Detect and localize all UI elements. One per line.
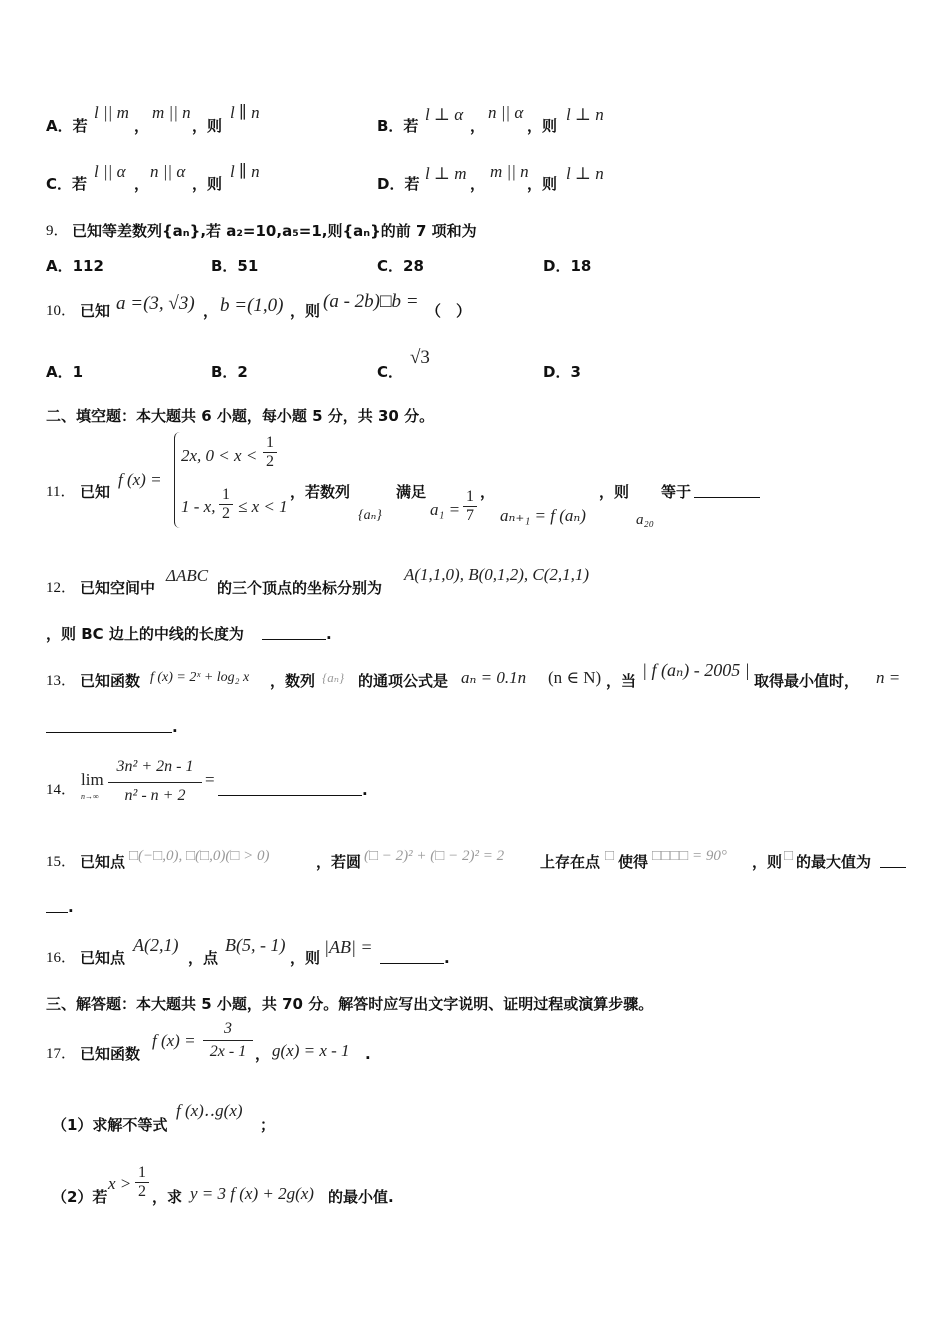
q8-b-cond2: n || α [488,103,524,122]
q17-part2-half-num: 1 [138,1164,146,1181]
q17-end: . [365,1045,371,1063]
q13-formula: aₙ = 0.1n [461,668,527,687]
q14-end: . [362,781,368,799]
q17-part2-end: 的最小值. [328,1188,394,1206]
q8-b-label: B．若 [377,117,419,135]
q13-condition: (n ∈ N) [548,668,602,687]
q8-b-comma: ， [470,117,486,135]
q11-case1-half-num: 1 [266,434,274,451]
q13-end: . [172,718,178,736]
q16-number: 16． [46,950,77,966]
q15-end: . [68,898,74,916]
q10-option-d: D．3 [543,363,581,381]
q9-option-d: D．18 [543,257,592,275]
q17-part1-end: ； [260,1116,276,1134]
q15-text-6: 的最大值为 [796,853,872,871]
q10-option-a: A．1 [46,363,84,381]
q16-text-2: ，点 [188,949,219,967]
q8-c-cond1: l || α [94,162,126,181]
q11-a1: a₁ = [430,500,461,519]
q12-text-2: 的三个顶点的坐标分别为 [217,579,383,597]
q8-d-result: l ⊥ n [566,164,604,183]
q9-number: 9． [46,223,69,239]
q15-text-1: 已知点 [80,853,126,871]
q15-number: 15． [46,854,77,870]
q17-part2-half-den: 2 [135,1182,149,1201]
q13-function: f (x) = 2ˣ + log₂ x [150,670,250,685]
q13-text-4: ，当 [606,672,637,690]
q8-c-label: C．若 [46,175,88,193]
q17-part2-x: x > [108,1174,132,1193]
q15-answer-blank-1[interactable] [880,853,906,868]
q11-text-1: 已知 [80,483,111,501]
q13-abs-expression: | f (aₙ) - 2005 | [642,660,750,680]
q11-a1-frac-num: 1 [466,488,474,505]
q11-case-1: 2x, 0 < x < [181,446,258,465]
q14-lim: lim [81,770,104,789]
q9-option-b: B．51 [211,257,259,275]
q15-angle: □□□□ = 90° [652,848,727,864]
q15-text-2: ，若圆 [316,853,362,871]
q16-ab-length: |AB| = [324,937,373,957]
q13-sequence: {aₙ} [322,670,345,685]
q17-part1-label: （1）求解不等式 [52,1116,168,1134]
q9-stem: 已知等差数列{aₙ},若 a₂=10,a₅=1,则{aₙ}的前 7 项和为 [72,222,477,240]
q13-answer-blank[interactable] [46,718,172,733]
q8-a-comma: ， [134,117,150,135]
q8-c-result: l ∥ n [230,162,260,181]
q11-text-4: ，则 [599,483,630,501]
q17-part2-text: ，求 [152,1188,183,1206]
q11-text-2: ，若数列 [290,483,351,501]
q10-text-1: 已知 [80,302,111,320]
q11-case-2a: 1 - x, [181,497,216,516]
q17-gx: g(x) = x - 1 [272,1041,350,1060]
q14-denominator: n² - n + 2 [108,782,202,805]
q9-option-c: C．28 [377,257,424,275]
q11-a20: a₂₀ [636,512,654,528]
q14-fraction [108,758,202,805]
q9-option-a: A．112 [46,257,104,275]
q14-equals: = [205,770,215,789]
q8-d-cond1: l ⊥ m [425,164,467,183]
q10-expression: (a - 2b)□b = [323,291,419,312]
q17-part2-label: （2）若 [52,1188,108,1206]
q15-answer-blank-2[interactable] [46,898,68,913]
q8-a-cond2: m || n [152,103,191,122]
q13-number: 13． [46,673,77,689]
q11-case2-half-num: 1 [222,486,230,503]
q16-text-3: ，则 [290,949,321,967]
q14-answer-blank[interactable] [218,781,362,796]
q11-recurrence: aₙ₊₁ = f (aₙ) [500,506,586,525]
q8-b-cond1: l ⊥ α [425,105,464,124]
q8-d-label: D．若 [377,175,420,193]
q11-case2-half-den: 2 [219,504,233,523]
q15-text-5: ，则 [752,853,783,871]
q12-end: . [326,625,332,643]
q8-d-comma: ， [470,175,486,193]
q17-text-1: 已知函数 [80,1045,141,1063]
section-3-header: 三、解答题：本大题共 5 小题，共 70 分。解答时应写出文字说明、证明过程或演算步骤。 [46,995,654,1013]
q15-text-3: 上存在点 [540,853,601,871]
q11-case2-half [219,486,233,523]
q11-case1-half [263,434,277,471]
q8-b-then: ，则 [527,117,558,135]
q10-number: 10． [46,303,77,319]
q16-end: . [444,949,450,967]
q11-text-5: 等于 [661,483,692,501]
q17-comma: ， [255,1045,271,1063]
q11-case1-half-den: 2 [263,452,277,471]
q8-a-result: l ∥ n [230,103,260,122]
q16-answer-blank[interactable] [380,949,444,964]
q13-text-5: 取得最小值时， [754,672,860,690]
q17-part2-y: y = 3 f (x) + 2g(x) [190,1184,314,1203]
q15-circle: (□ − 2)² + (□ − 2)² = 2 [364,848,505,864]
q8-d-cond2: m || n [490,162,529,181]
q11-text-3: 满足 [396,483,427,501]
q14-lim-subscript: n→∞ [81,792,99,801]
q11-comma: ， [480,483,496,501]
q15-m: □ [784,848,794,864]
q14-number: 14． [46,782,77,798]
q8-a-then: ，则 [192,117,223,135]
q8-c-comma: ， [134,175,150,193]
q10-text-2: ，则 [290,302,321,320]
q13-text-1: 已知函数 [80,672,141,690]
q17-part1-inequality: f (x)‥g(x) [176,1101,243,1120]
q12-line-2: ，则 BC 边上的中线的长度为 [46,625,244,643]
q11-sequence: {aₙ} [358,508,382,523]
q13-n-equals: n = [876,668,901,687]
q12-number: 12． [46,580,77,596]
q8-d-then: ，则 [527,175,558,193]
q10-vector-a: a =(3, √3) [116,293,195,314]
q17-fraction [203,1020,253,1061]
q11-a1-frac-den: 7 [463,506,477,525]
section-2-header: 二、填空题：本大题共 6 小题，每小题 5 分，共 30 分。 [46,407,435,425]
q15-point-p: □ [605,848,615,864]
q17-number: 17． [46,1046,77,1062]
q12-points: A(1,1,0), B(0,1,2), C(2,1,1) [404,565,590,584]
q10-answer-paren: （ ） [426,302,472,320]
q16-text-1: 已知点 [80,949,126,967]
q12-triangle: ΔABC [166,566,209,585]
q10-comma: ， [203,302,219,320]
q8-c-cond2: n || α [150,162,186,181]
q13-text-3: 的通项公式是 [358,672,449,690]
q11-number: 11． [46,484,76,500]
q8-a-label: A．若 [46,117,88,135]
q10-vector-b: b =(1,0) [220,295,284,316]
q16-point-b: B(5, - 1) [225,935,286,955]
q11-answer-blank[interactable] [694,483,760,498]
q15-points: □(−□,0), □(□,0)(□ > 0) [129,848,270,864]
q14-numerator: 3n² + 2n - 1 [116,758,194,775]
q11-function: f (x) = [118,470,162,489]
q16-point-a: A(2,1) [133,935,179,955]
q8-c-then: ，则 [192,175,223,193]
q11-a1-frac [463,488,477,525]
q10-option-b: B．2 [211,363,248,381]
q8-b-result: l ⊥ n [566,105,604,124]
q8-a-cond1: l || m [94,103,129,122]
q12-answer-blank[interactable] [262,625,326,640]
q15-text-4: 使得 [618,853,649,871]
q17-part2-half [135,1164,149,1201]
q17-frac-num: 3 [224,1020,232,1037]
q11-piecewise-brace [174,432,181,528]
q10-option-c: C． [377,363,404,381]
q17-fx: f (x) = [152,1031,196,1050]
q11-case-2b: ≤ x < 1 [238,497,288,516]
q12-text-1: 已知空间中 [80,579,156,597]
q10-option-c-sqrt3: √3 [410,347,430,368]
q17-frac-den: 2x - 1 [203,1040,253,1061]
q13-text-2: ，数列 [270,672,316,690]
